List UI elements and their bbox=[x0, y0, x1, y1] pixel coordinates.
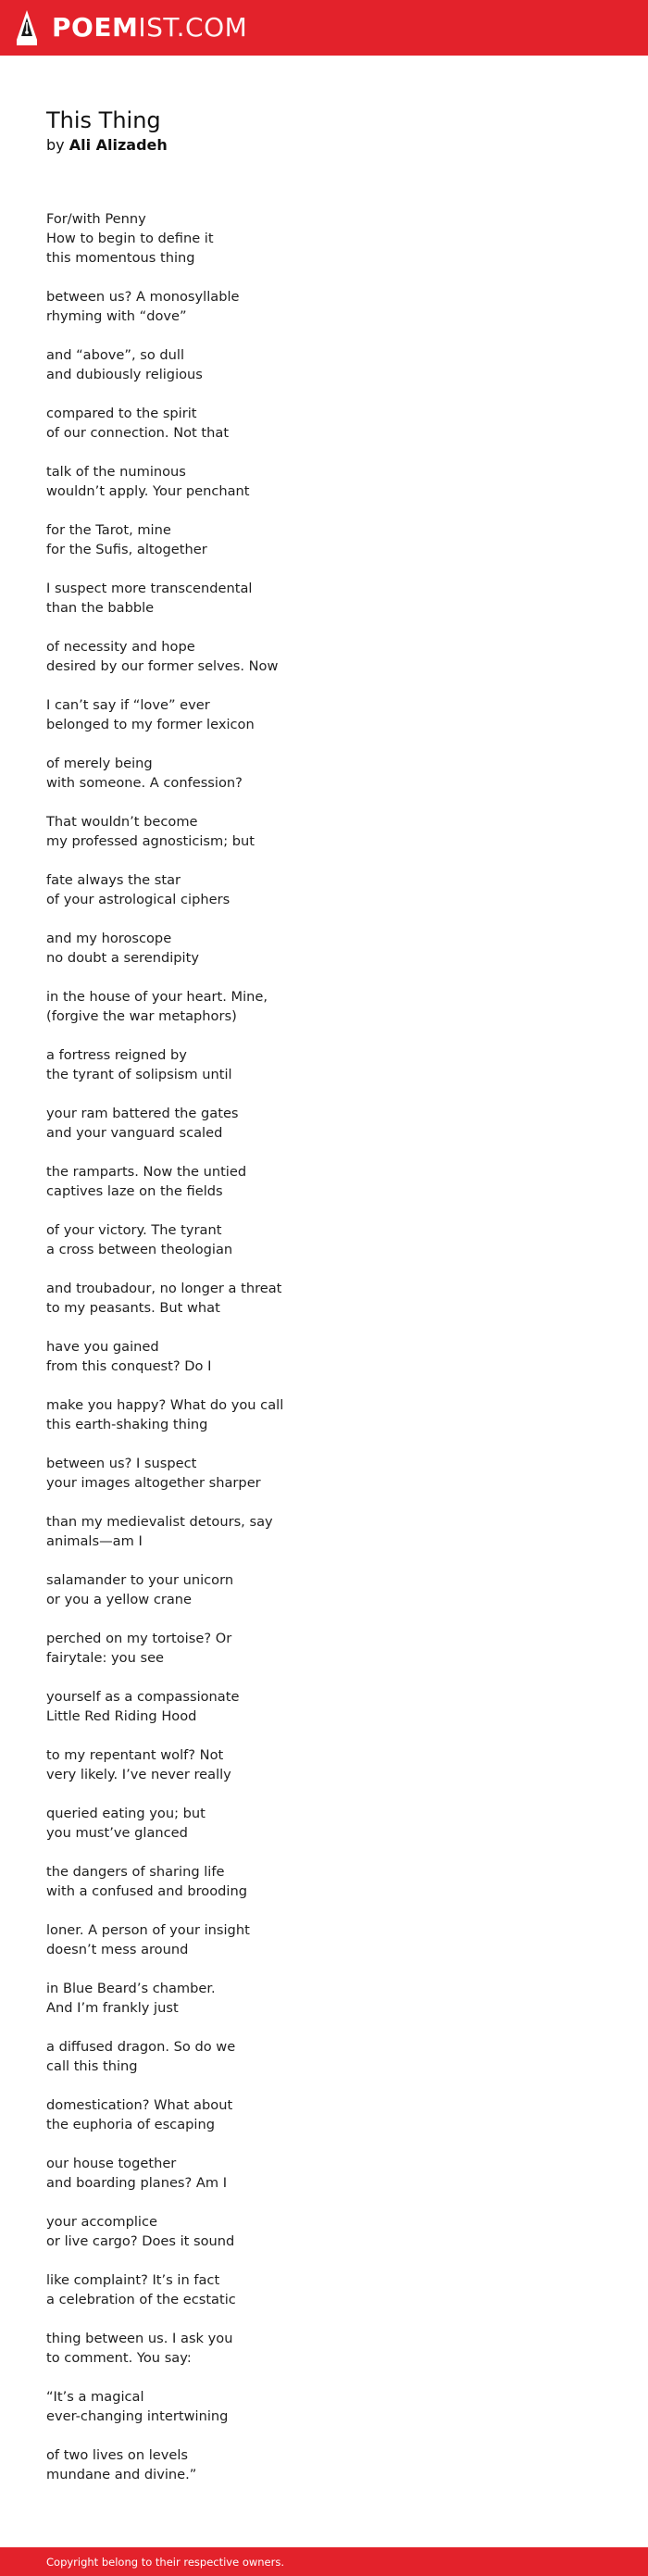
poem-stanza bbox=[46, 1804, 602, 1843]
poem-content bbox=[46, 106, 602, 2504]
poem-line: captives laze on the fields bbox=[46, 1183, 223, 1199]
poem-line: “It’s a magical bbox=[46, 2389, 144, 2405]
poem-stanza bbox=[46, 1104, 602, 1143]
poem-line: of our connection. Not that bbox=[46, 425, 230, 441]
poem-line: mundane and divine.” bbox=[46, 2467, 197, 2482]
poem-line: very likely. I’ve never really bbox=[46, 1767, 231, 1782]
poem-line: a diffused dragon. So do we bbox=[46, 2039, 236, 2055]
poem-stanza bbox=[46, 1862, 602, 1901]
poem-stanza bbox=[46, 579, 602, 618]
poem-stanza bbox=[46, 929, 602, 968]
poem-line: to my repentant wolf? Not bbox=[46, 1747, 224, 1763]
poem-line: your ram battered the gates bbox=[46, 1106, 239, 1121]
poem-line: desired by our former selves. Now bbox=[46, 658, 279, 674]
poem-line: talk of the numinous bbox=[46, 464, 186, 480]
poem-line: the euphoria of escaping bbox=[46, 2117, 215, 2132]
poem-stanza bbox=[46, 2387, 602, 2426]
poem-line: ever-changing intertwining bbox=[46, 2408, 229, 2424]
poem-stanza bbox=[46, 2212, 602, 2251]
poem-stanza bbox=[46, 1337, 602, 1376]
poem-line: the dangers of sharing life bbox=[46, 1864, 225, 1880]
logo-wordmark-light: IST.COM bbox=[138, 12, 248, 43]
poem-line: belonged to my former lexicon bbox=[46, 717, 255, 732]
poem-stanza bbox=[46, 2270, 602, 2309]
poem-line: How to begin to define it bbox=[46, 231, 214, 246]
poem-stanza bbox=[46, 1512, 602, 1551]
poem-line: and my horoscope bbox=[46, 931, 172, 946]
poem-byline bbox=[46, 135, 602, 156]
author-link[interactable]: Ali Alizadeh bbox=[69, 136, 168, 154]
poem-line: animals—am I bbox=[46, 1533, 143, 1549]
pen-nib-icon bbox=[15, 9, 39, 46]
poem-line: this earth-shaking thing bbox=[46, 1417, 208, 1432]
poem-line: fairytale: you see bbox=[46, 1650, 165, 1666]
poem-line: this momentous thing bbox=[46, 250, 195, 266]
poem-stanza bbox=[46, 1687, 602, 1726]
poem-body bbox=[46, 209, 602, 2484]
poem-line: compared to the spirit bbox=[46, 406, 197, 421]
poem-line: between us? I suspect bbox=[46, 1456, 197, 1471]
poem-stanza bbox=[46, 1745, 602, 1784]
logo-wordmark bbox=[52, 12, 248, 43]
poem-stanza bbox=[46, 870, 602, 909]
poem-line: with someone. A confession? bbox=[46, 775, 243, 791]
poem-line: than my medievalist detours, say bbox=[46, 1514, 273, 1530]
poem-line: your images altogether sharper bbox=[46, 1475, 261, 1491]
poem-line: you must’ve glanced bbox=[46, 1825, 188, 1841]
poem-line: to comment. You say: bbox=[46, 2350, 192, 2366]
site-header bbox=[0, 0, 648, 56]
poem-stanza bbox=[46, 404, 602, 443]
poem-stanza bbox=[46, 987, 602, 1026]
poem-stanza bbox=[46, 1629, 602, 1668]
poem-line: of your victory. The tyrant bbox=[46, 1222, 222, 1238]
poem-line: the ramparts. Now the untied bbox=[46, 1164, 247, 1180]
poem-line: yourself as a compassionate bbox=[46, 1689, 240, 1705]
poem-line: from this conquest? Do I bbox=[46, 1358, 212, 1374]
poem-stanza bbox=[46, 2445, 602, 2484]
poem-line: have you gained bbox=[46, 1339, 159, 1355]
poem-line: I can’t say if “love” ever bbox=[46, 697, 210, 713]
poem-line: wouldn’t apply. Your penchant bbox=[46, 483, 250, 499]
poem-line: perched on my tortoise? Or bbox=[46, 1631, 232, 1646]
poem-stanza bbox=[46, 462, 602, 501]
poem-stanza bbox=[46, 1279, 602, 1318]
poem-line: of necessity and hope bbox=[46, 639, 195, 655]
poem-line: than the babble bbox=[46, 600, 155, 616]
poem-line: and your vanguard scaled bbox=[46, 1125, 223, 1141]
poem-stanza bbox=[46, 1979, 602, 2018]
poem-line: in Blue Beard’s chamber. bbox=[46, 1981, 216, 1996]
poem-line: For/with Penny bbox=[46, 211, 146, 227]
poem-line: or you a yellow crane bbox=[46, 1592, 193, 1607]
poem-stanza bbox=[46, 209, 602, 268]
poem-line: and boarding planes? Am I bbox=[46, 2175, 228, 2191]
poem-line: for the Tarot, mine bbox=[46, 522, 171, 538]
poem-line: our house together bbox=[46, 2156, 177, 2171]
poem-line: of your astrological ciphers bbox=[46, 892, 231, 907]
site-footer bbox=[0, 2547, 648, 2576]
poem-line: And I’m frankly just bbox=[46, 2000, 179, 2016]
poem-line: domestication? What about bbox=[46, 2097, 233, 2113]
poem-stanza bbox=[46, 1570, 602, 1609]
poem-line: like complaint? It’s in fact bbox=[46, 2272, 220, 2288]
poem-line: salamander to your unicorn bbox=[46, 1572, 234, 1588]
poem-stanza bbox=[46, 1454, 602, 1493]
poem-line: thing between us. I ask you bbox=[46, 2331, 233, 2346]
poem-line: with a confused and brooding bbox=[46, 1883, 247, 1899]
poem-stanza bbox=[46, 1045, 602, 1084]
poem-line: make you happy? What do you call bbox=[46, 1397, 284, 1413]
poem-stanza bbox=[46, 754, 602, 793]
poem-stanza bbox=[46, 345, 602, 384]
poem-line: my professed agnosticism; but bbox=[46, 833, 255, 849]
poem-line: your accomplice bbox=[46, 2214, 157, 2230]
poem-stanza bbox=[46, 695, 602, 734]
poem-stanza bbox=[46, 2037, 602, 2076]
poem-line: (forgive the war metaphors) bbox=[46, 1008, 237, 1024]
byline-prefix: by bbox=[46, 136, 65, 154]
poem-stanza bbox=[46, 2329, 602, 2368]
poem-line: queried eating you; but bbox=[46, 1806, 206, 1821]
poem-line: doesn’t mess around bbox=[46, 1942, 189, 1957]
poem-line: or live cargo? Does it sound bbox=[46, 2233, 235, 2249]
poem-line: call this thing bbox=[46, 2058, 138, 2074]
poem-stanza bbox=[46, 2095, 602, 2134]
poem-stanza bbox=[46, 287, 602, 326]
poem-line: a cross between theologian bbox=[46, 1242, 233, 1257]
poem-line: and dubiously religious bbox=[46, 367, 203, 382]
poem-line: in the house of your heart. Mine, bbox=[46, 989, 268, 1005]
poem-line: loner. A person of your insight bbox=[46, 1922, 250, 1938]
poem-line: between us? A monosyllable bbox=[46, 289, 240, 305]
poem-line: for the Sufis, altogether bbox=[46, 542, 207, 557]
poem-line: and “above”, so dull bbox=[46, 347, 185, 363]
poem-title: This Thing bbox=[46, 107, 161, 133]
poem-stanza bbox=[46, 1162, 602, 1201]
poem-line: the tyrant of solipsism until bbox=[46, 1067, 232, 1082]
poem-line: rhyming with “dove” bbox=[46, 308, 187, 324]
poem-stanza bbox=[46, 637, 602, 676]
poem-stanza bbox=[46, 1395, 602, 1434]
poem-line: a fortress reigned by bbox=[46, 1047, 187, 1063]
poem-line: Little Red Riding Hood bbox=[46, 1708, 197, 1724]
poem-line: That wouldn’t become bbox=[46, 814, 198, 830]
poem-line: to my peasants. But what bbox=[46, 1300, 220, 1316]
poem-line: a celebration of the ecstatic bbox=[46, 2292, 236, 2307]
poem-stanza bbox=[46, 2154, 602, 2193]
poem-stanza bbox=[46, 1220, 602, 1259]
poem-line: no doubt a serendipity bbox=[46, 950, 199, 966]
poem-line: and troubadour, no longer a threat bbox=[46, 1281, 282, 1296]
poem-line: fate always the star bbox=[46, 872, 181, 888]
poem-line: I suspect more transcendental bbox=[46, 581, 253, 596]
copyright-text: Copyright belong to their respective owners. bbox=[46, 2555, 285, 2569]
logo-wordmark-bold: POEM bbox=[52, 12, 139, 43]
poem-stanza bbox=[46, 520, 602, 559]
poem-stanza bbox=[46, 1920, 602, 1959]
poem-line: of merely being bbox=[46, 756, 153, 771]
poem-line: of two lives on levels bbox=[46, 2447, 189, 2463]
poem-stanza bbox=[46, 812, 602, 851]
site-logo[interactable] bbox=[15, 9, 247, 46]
